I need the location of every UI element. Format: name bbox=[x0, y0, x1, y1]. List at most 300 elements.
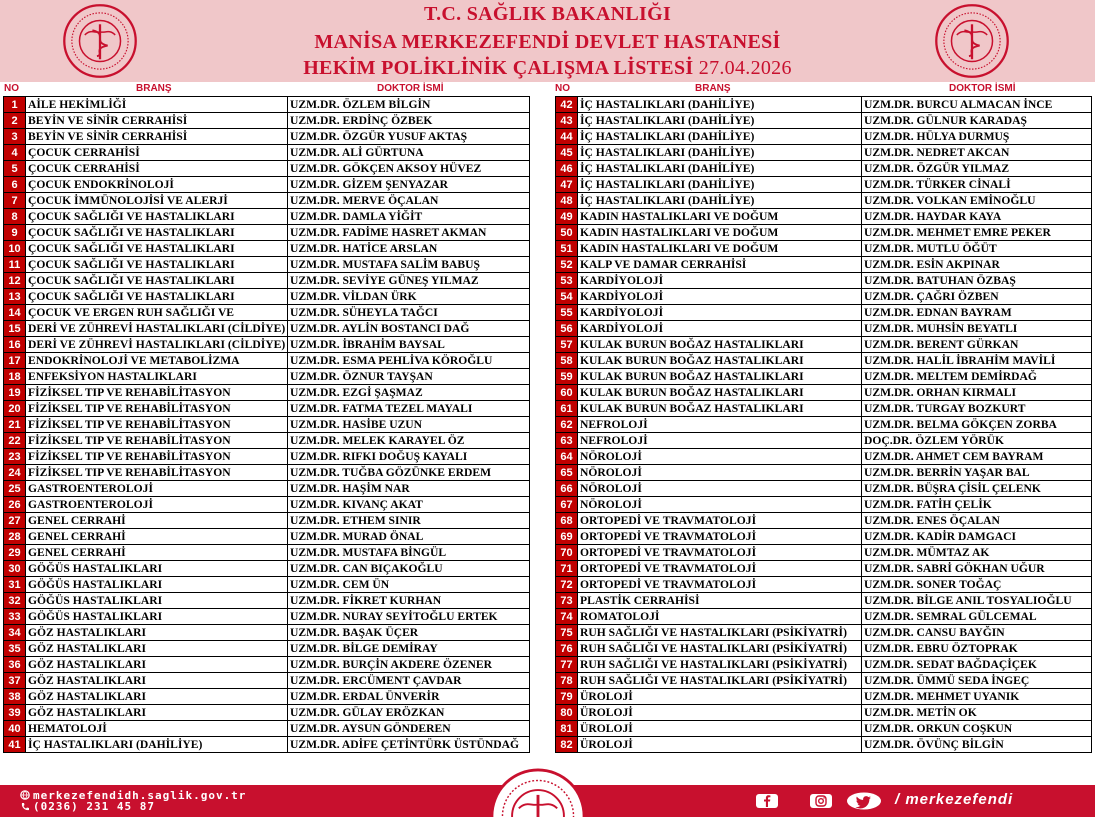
table-row bbox=[556, 529, 1092, 545]
table-row bbox=[4, 209, 530, 225]
table-row bbox=[4, 465, 530, 481]
instagram-icon[interactable] bbox=[810, 794, 832, 808]
table-row bbox=[4, 705, 530, 721]
row-number: 77 bbox=[556, 657, 578, 673]
row-number: 1 bbox=[4, 97, 26, 113]
twitter-icon[interactable] bbox=[846, 792, 882, 810]
table-row bbox=[4, 593, 530, 609]
branch-cell: ORTOPEDİ VE TRAVMATOLOJİ bbox=[578, 513, 862, 529]
row-number: 46 bbox=[556, 161, 578, 177]
branch-cell: ÇOCUK SAĞLIĞI VE HASTALIKLARI bbox=[26, 241, 288, 257]
row-number: 52 bbox=[556, 257, 578, 273]
row-number: 20 bbox=[4, 401, 26, 417]
row-number: 80 bbox=[556, 705, 578, 721]
row-number: 2 bbox=[4, 113, 26, 129]
doctor-cell: UZM.DR. ÖZGÜR YUSUF AKTAŞ bbox=[288, 129, 530, 145]
table-row bbox=[556, 465, 1092, 481]
ministry-title: T.C. SAĞLIK BAKANLIĞI bbox=[423, 3, 672, 25]
row-number: 29 bbox=[4, 545, 26, 561]
row-number: 62 bbox=[556, 417, 578, 433]
doctor-cell: UZM.DR. MUSTAFA SALİM BABUŞ bbox=[288, 257, 530, 273]
table-row bbox=[556, 273, 1092, 289]
table-row bbox=[4, 673, 530, 689]
table-row bbox=[4, 689, 530, 705]
table-row bbox=[556, 113, 1092, 129]
doctor-cell: UZM.DR. ÖZNUR TAYŞAN bbox=[288, 369, 530, 385]
branch-cell: DERİ VE ZÜHREVİ HASTALIKLARI (CİLDİYE) bbox=[26, 321, 288, 337]
doctor-cell: UZM.DR. MURAD ÖNAL bbox=[288, 529, 530, 545]
row-number: 16 bbox=[4, 337, 26, 353]
doctor-cell: UZM.DR. BİLGE ANIL TOSYALIOĞLU bbox=[862, 593, 1092, 609]
table-row bbox=[556, 609, 1092, 625]
branch-cell: GÖZ HASTALIKLARI bbox=[26, 673, 288, 689]
doctor-cell: UZM.DR. BAŞAK ÜÇER bbox=[288, 625, 530, 641]
branch-cell: KULAK BURUN BOĞAZ HASTALIKLARI bbox=[578, 353, 862, 369]
branch-cell: FİZİKSEL TIP VE REHABİLİTASYON bbox=[26, 433, 288, 449]
table-row bbox=[4, 625, 530, 641]
row-number: 50 bbox=[556, 225, 578, 241]
branch-cell: FİZİKSEL TIP VE REHABİLİTASYON bbox=[26, 449, 288, 465]
row-number: 27 bbox=[4, 513, 26, 529]
row-number: 17 bbox=[4, 353, 26, 369]
table-row bbox=[556, 641, 1092, 657]
doctor-cell: UZM.DR. SEDAT BAĞDAÇİÇEK bbox=[862, 657, 1092, 673]
table-row bbox=[4, 305, 530, 321]
doctor-cell: UZM.DR. HATİCE ARSLAN bbox=[288, 241, 530, 257]
doctor-cell: UZM.DR. AYLİN BOSTANCI DAĞ bbox=[288, 321, 530, 337]
branch-cell: İÇ HASTALIKLARI (DAHİLİYE) bbox=[578, 97, 862, 113]
row-number: 73 bbox=[556, 593, 578, 609]
doctor-cell: DOÇ.DR. ÖZLEM YÖRÜK bbox=[862, 433, 1092, 449]
branch-cell: BEYİN VE SİNİR CERRAHİSİ bbox=[26, 129, 288, 145]
row-number: 70 bbox=[556, 545, 578, 561]
row-number: 12 bbox=[4, 273, 26, 289]
doctor-cell: UZM.DR. AYSUN GÖNDEREN bbox=[288, 721, 530, 737]
facebook-icon[interactable] bbox=[756, 794, 778, 808]
row-number: 58 bbox=[556, 353, 578, 369]
branch-cell: HEMATOLOJİ bbox=[26, 721, 288, 737]
table-row bbox=[4, 545, 530, 561]
row-number: 13 bbox=[4, 289, 26, 305]
doctor-cell: UZM.DR. ESMA PEHLİVA KÖROĞLU bbox=[288, 353, 530, 369]
row-number: 24 bbox=[4, 465, 26, 481]
row-number: 47 bbox=[556, 177, 578, 193]
branch-cell: RUH SAĞLIĞI VE HASTALIKLARI (PSİKİYATRİ) bbox=[578, 625, 862, 641]
doctor-cell: UZM.DR. ERDAL ÜNVERİR bbox=[288, 689, 530, 705]
row-number: 51 bbox=[556, 241, 578, 257]
doctor-cell: UZM.DR. FİKRET KURHAN bbox=[288, 593, 530, 609]
branch-cell: ÇOCUK SAĞLIĞI VE HASTALIKLARI bbox=[26, 209, 288, 225]
table-row bbox=[4, 289, 530, 305]
branch-cell: ÇOCUK VE ERGEN RUH SAĞLIĞI VE bbox=[26, 305, 288, 321]
table-row bbox=[4, 113, 530, 129]
table-row bbox=[556, 689, 1092, 705]
doctor-cell: UZM.DR. CAN BIÇAKOĞLU bbox=[288, 561, 530, 577]
doctor-cell: UZM.DR. CEM ÜN bbox=[288, 577, 530, 593]
row-number: 61 bbox=[556, 401, 578, 417]
branch-cell: ORTOPEDİ VE TRAVMATOLOJİ bbox=[578, 545, 862, 561]
table-row bbox=[4, 657, 530, 673]
doctor-cell: UZM.DR. VOLKAN EMİNOĞLU bbox=[862, 193, 1092, 209]
row-number: 57 bbox=[556, 337, 578, 353]
branch-cell: GASTROENTEROLOJİ bbox=[26, 497, 288, 513]
branch-cell: ÇOCUK ENDOKRİNOLOJİ bbox=[26, 177, 288, 193]
table-row bbox=[4, 273, 530, 289]
branch-cell: KARDİYOLOJİ bbox=[578, 305, 862, 321]
doctor-cell: UZM.DR. ÖZLEM BİLGİN bbox=[288, 97, 530, 113]
table-row bbox=[556, 481, 1092, 497]
doctor-cell: UZM.DR. ÖZGÜR YILMAZ bbox=[862, 161, 1092, 177]
branch-cell: NEFROLOJİ bbox=[578, 417, 862, 433]
row-number: 60 bbox=[556, 385, 578, 401]
branch-cell: RUH SAĞLIĞI VE HASTALIKLARI (PSİKİYATRİ) bbox=[578, 657, 862, 673]
table-row bbox=[4, 417, 530, 433]
branch-cell: İÇ HASTALIKLARI (DAHİLİYE) bbox=[578, 161, 862, 177]
doctor-cell: UZM.DR. ETHEM SINIR bbox=[288, 513, 530, 529]
table-row bbox=[556, 209, 1092, 225]
footer-website[interactable]: merkezefendidh.saglik.gov.tr bbox=[33, 789, 247, 802]
row-number: 56 bbox=[556, 321, 578, 337]
doctor-cell: UZM.DR. SABRİ GÖKHAN UĞUR bbox=[862, 561, 1092, 577]
branch-cell: NÖROLOJİ bbox=[578, 497, 862, 513]
row-number: 48 bbox=[556, 193, 578, 209]
doctor-cell: UZM.DR. GÖKÇEN AKSOY HÜVEZ bbox=[288, 161, 530, 177]
branch-cell: ÇOCUK İMMÜNOLOJİSİ VE ALERJİ bbox=[26, 193, 288, 209]
table-row bbox=[4, 641, 530, 657]
table-row bbox=[4, 337, 530, 353]
table-row bbox=[556, 673, 1092, 689]
doctor-cell: UZM.DR. CANSU BAYĞIN bbox=[862, 625, 1092, 641]
table-row bbox=[4, 513, 530, 529]
doctor-cell: UZM.DR. HÜLYA DURMUŞ bbox=[862, 129, 1092, 145]
branch-cell: GENEL CERRAHİ bbox=[26, 545, 288, 561]
doctor-cell: UZM.DR. BELMA GÖKÇEN ZORBA bbox=[862, 417, 1092, 433]
doctor-cell: UZM.DR. TUĞBA GÖZÜNKE ERDEM bbox=[288, 465, 530, 481]
doctor-cell: UZM.DR. MEHMET EMRE PEKER bbox=[862, 225, 1092, 241]
table-row bbox=[556, 449, 1092, 465]
branch-cell: AİLE HEKİMLİĞİ bbox=[26, 97, 288, 113]
branch-cell: İÇ HASTALIKLARI (DAHİLİYE) bbox=[578, 145, 862, 161]
row-number: 72 bbox=[556, 577, 578, 593]
branch-cell: ÜROLOJİ bbox=[578, 737, 862, 753]
column-header-no-left: NO bbox=[4, 83, 19, 94]
branch-cell: ÇOCUK SAĞLIĞI VE HASTALIKLARI bbox=[26, 257, 288, 273]
doctor-cell: UZM.DR. MELTEM DEMİRDAĞ bbox=[862, 369, 1092, 385]
table-row bbox=[556, 593, 1092, 609]
row-number: 42 bbox=[556, 97, 578, 113]
row-number: 75 bbox=[556, 625, 578, 641]
table-row bbox=[556, 289, 1092, 305]
doctor-cell: UZM.DR. BÜŞRA ÇİSİL ÇELENK bbox=[862, 481, 1092, 497]
doctor-cell: UZM.DR. MELEK KARAYEL ÖZ bbox=[288, 433, 530, 449]
row-number: 53 bbox=[556, 273, 578, 289]
doctor-cell: UZM.DR. ERDİNÇ ÖZBEK bbox=[288, 113, 530, 129]
table-row bbox=[4, 401, 530, 417]
table-row bbox=[556, 385, 1092, 401]
row-number: 43 bbox=[556, 113, 578, 129]
table-row bbox=[556, 497, 1092, 513]
row-number: 32 bbox=[4, 593, 26, 609]
table-row bbox=[4, 433, 530, 449]
branch-cell: BEYİN VE SİNİR CERRAHİSİ bbox=[26, 113, 288, 129]
doctor-cell: UZM.DR. ALİ GÜRTUNA bbox=[288, 145, 530, 161]
branch-cell: FİZİKSEL TIP VE REHABİLİTASYON bbox=[26, 401, 288, 417]
row-number: 41 bbox=[4, 737, 26, 753]
doctor-cell: UZM.DR. EZGİ ŞAŞMAZ bbox=[288, 385, 530, 401]
table-row bbox=[4, 353, 530, 369]
table-row bbox=[556, 705, 1092, 721]
row-number: 78 bbox=[556, 673, 578, 689]
doctor-cell: UZM.DR. HAŞİM NAR bbox=[288, 481, 530, 497]
branch-cell: GÖZ HASTALIKLARI bbox=[26, 657, 288, 673]
branch-cell: KADIN HASTALIKLARI VE DOĞUM bbox=[578, 225, 862, 241]
row-number: 7 bbox=[4, 193, 26, 209]
table-row bbox=[4, 577, 530, 593]
table-row bbox=[556, 257, 1092, 273]
row-number: 6 bbox=[4, 177, 26, 193]
branch-cell: KADIN HASTALIKLARI VE DOĞUM bbox=[578, 209, 862, 225]
row-number: 69 bbox=[556, 529, 578, 545]
table-row bbox=[4, 721, 530, 737]
branch-cell: FİZİKSEL TIP VE REHABİLİTASYON bbox=[26, 385, 288, 401]
table-row bbox=[556, 401, 1092, 417]
doctor-cell: UZM.DR. KADİR DAMGACI bbox=[862, 529, 1092, 545]
doctor-cell: UZM.DR. ORHAN KIRMALI bbox=[862, 385, 1092, 401]
doctor-table-right bbox=[555, 96, 1092, 753]
table-row bbox=[4, 369, 530, 385]
table-row bbox=[4, 385, 530, 401]
table-row bbox=[556, 161, 1092, 177]
row-number: 14 bbox=[4, 305, 26, 321]
doctor-cell: UZM.DR. HAYDAR KAYA bbox=[862, 209, 1092, 225]
row-number: 64 bbox=[556, 449, 578, 465]
hospital-title: MANİSA MERKEZEFENDİ DEVLET HASTANESİ bbox=[314, 31, 781, 53]
branch-cell: GÖĞÜS HASTALIKLARI bbox=[26, 593, 288, 609]
row-number: 66 bbox=[556, 481, 578, 497]
doctor-cell: UZM.DR. EBRU ÖZTOPRAK bbox=[862, 641, 1092, 657]
branch-cell: KULAK BURUN BOĞAZ HASTALIKLARI bbox=[578, 337, 862, 353]
table-row bbox=[556, 433, 1092, 449]
table-row bbox=[556, 625, 1092, 641]
branch-cell: ORTOPEDİ VE TRAVMATOLOJİ bbox=[578, 577, 862, 593]
row-number: 40 bbox=[4, 721, 26, 737]
branch-cell: ORTOPEDİ VE TRAVMATOLOJİ bbox=[578, 561, 862, 577]
table-row bbox=[556, 545, 1092, 561]
table-row bbox=[4, 737, 530, 753]
table-row bbox=[556, 97, 1092, 113]
table-row bbox=[4, 241, 530, 257]
doctor-cell: UZM.DR. AHMET CEM BAYRAM bbox=[862, 449, 1092, 465]
branch-cell: NÖROLOJİ bbox=[578, 449, 862, 465]
doctor-cell: UZM.DR. NURAY SEYİTOĞLU ERTEK bbox=[288, 609, 530, 625]
doctor-cell: UZM.DR. FATİH ÇELİK bbox=[862, 497, 1092, 513]
row-number: 22 bbox=[4, 433, 26, 449]
column-header-branch-left: BRANŞ bbox=[136, 83, 172, 94]
row-number: 19 bbox=[4, 385, 26, 401]
row-number: 33 bbox=[4, 609, 26, 625]
footer-phone: (0236) 231 45 87 bbox=[33, 800, 155, 813]
branch-cell: ÜROLOJİ bbox=[578, 705, 862, 721]
doctor-cell: UZM.DR. SEVİYE GÜNEŞ YILMAZ bbox=[288, 273, 530, 289]
table-row bbox=[4, 193, 530, 209]
doctor-cell: UZM.DR. ÜMMÜ SEDA İNGEÇ bbox=[862, 673, 1092, 689]
doctor-cell: UZM.DR. ORKUN COŞKUN bbox=[862, 721, 1092, 737]
table-row bbox=[4, 257, 530, 273]
table-row bbox=[556, 129, 1092, 145]
row-number: 25 bbox=[4, 481, 26, 497]
table-row bbox=[556, 369, 1092, 385]
doctor-cell: UZM.DR. NEDRET AKCAN bbox=[862, 145, 1092, 161]
table-row bbox=[4, 529, 530, 545]
doctor-cell: UZM.DR. ÖVÜNÇ BİLGİN bbox=[862, 737, 1092, 753]
doctor-cell: UZM.DR. MUSTAFA BİNGÜL bbox=[288, 545, 530, 561]
row-number: 71 bbox=[556, 561, 578, 577]
doctor-cell: UZM.DR. SEMRAL GÜLCEMAL bbox=[862, 609, 1092, 625]
table-row bbox=[556, 241, 1092, 257]
doctor-cell: UZM.DR. RIFKI DOĞUŞ KAYALI bbox=[288, 449, 530, 465]
phone-icon bbox=[20, 802, 30, 812]
branch-cell: ORTOPEDİ VE TRAVMATOLOJİ bbox=[578, 529, 862, 545]
row-number: 76 bbox=[556, 641, 578, 657]
row-number: 82 bbox=[556, 737, 578, 753]
branch-cell: KALP VE DAMAR CERRAHİSİ bbox=[578, 257, 862, 273]
branch-cell: DERİ VE ZÜHREVİ HASTALIKLARI (CİLDİYE) bbox=[26, 337, 288, 353]
row-number: 44 bbox=[556, 129, 578, 145]
table-row bbox=[4, 161, 530, 177]
table-row bbox=[556, 513, 1092, 529]
doctor-cell: UZM.DR. KIVANÇ AKAT bbox=[288, 497, 530, 513]
table-row bbox=[4, 225, 530, 241]
row-number: 68 bbox=[556, 513, 578, 529]
web-icon bbox=[20, 790, 30, 800]
table-row bbox=[4, 97, 530, 113]
branch-cell: ÇOCUK SAĞLIĞI VE HASTALIKLARI bbox=[26, 273, 288, 289]
doctor-cell: UZM.DR. TURGAY BOZKURT bbox=[862, 401, 1092, 417]
doctor-cell: UZM.DR. ENES ÖÇALAN bbox=[862, 513, 1092, 529]
doctor-cell: UZM.DR. MEHMET UYANIK bbox=[862, 689, 1092, 705]
list-title-text: HEKİM POLİKLİNİK ÇALIŞMA LİSTESİ bbox=[303, 57, 694, 79]
branch-cell: GÖĞÜS HASTALIKLARI bbox=[26, 577, 288, 593]
table-row bbox=[556, 657, 1092, 673]
branch-cell: FİZİKSEL TIP VE REHABİLİTASYON bbox=[26, 417, 288, 433]
row-number: 37 bbox=[4, 673, 26, 689]
doctor-cell: UZM.DR. HASİBE UZUN bbox=[288, 417, 530, 433]
doctor-cell: UZM.DR. ÇAĞRI ÖZBEN bbox=[862, 289, 1092, 305]
table-row bbox=[556, 177, 1092, 193]
row-number: 26 bbox=[4, 497, 26, 513]
doctor-cell: UZM.DR. VİLDAN ÜRK bbox=[288, 289, 530, 305]
table-row bbox=[556, 193, 1092, 209]
branch-cell: ENDOKRİNOLOJİ VE METABOLİZMA bbox=[26, 353, 288, 369]
table-row bbox=[4, 129, 530, 145]
branch-cell: FİZİKSEL TIP VE REHABİLİTASYON bbox=[26, 465, 288, 481]
branch-cell: KULAK BURUN BOĞAZ HASTALIKLARI bbox=[578, 385, 862, 401]
doctor-cell: UZM.DR. GÜLNUR KARADAŞ bbox=[862, 113, 1092, 129]
doctor-cell: UZM.DR. TÜRKER CİNALİ bbox=[862, 177, 1092, 193]
doctor-cell: UZM.DR. SONER TOĞAÇ bbox=[862, 577, 1092, 593]
table-row bbox=[4, 177, 530, 193]
row-number: 36 bbox=[4, 657, 26, 673]
branch-cell: GÖZ HASTALIKLARI bbox=[26, 641, 288, 657]
row-number: 10 bbox=[4, 241, 26, 257]
branch-cell: İÇ HASTALIKLARI (DAHİLİYE) bbox=[578, 113, 862, 129]
branch-cell: ÇOCUK CERRAHİSİ bbox=[26, 161, 288, 177]
row-number: 39 bbox=[4, 705, 26, 721]
column-header-branch-right: BRANŞ bbox=[695, 83, 731, 94]
row-number: 54 bbox=[556, 289, 578, 305]
table-row bbox=[4, 497, 530, 513]
branch-cell: ENFEKSİYON HASTALIKLARI bbox=[26, 369, 288, 385]
doctor-cell: UZM.DR. ADİFE ÇETİNTÜRK ÜSTÜNDAĞ bbox=[288, 737, 530, 753]
table-row bbox=[4, 145, 530, 161]
branch-cell: GENEL CERRAHİ bbox=[26, 529, 288, 545]
branch-cell: KADIN HASTALIKLARI VE DOĞUM bbox=[578, 241, 862, 257]
table-row bbox=[556, 305, 1092, 321]
branch-cell: KULAK BURUN BOĞAZ HASTALIKLARI bbox=[578, 401, 862, 417]
branch-cell: GÖĞÜS HASTALIKLARI bbox=[26, 609, 288, 625]
column-header-doctor-right: DOKTOR İSMİ bbox=[949, 83, 1016, 94]
table-row bbox=[4, 449, 530, 465]
column-header-no-right: NO bbox=[555, 83, 570, 94]
row-number: 9 bbox=[4, 225, 26, 241]
doctor-cell: UZM.DR. SÜHEYLA TAĞCI bbox=[288, 305, 530, 321]
table-row bbox=[556, 353, 1092, 369]
row-number: 45 bbox=[556, 145, 578, 161]
row-number: 5 bbox=[4, 161, 26, 177]
table-row bbox=[4, 609, 530, 625]
doctor-cell: UZM.DR. FADİME HASRET AKMAN bbox=[288, 225, 530, 241]
branch-cell: KARDİYOLOJİ bbox=[578, 289, 862, 305]
row-number: 30 bbox=[4, 561, 26, 577]
row-number: 18 bbox=[4, 369, 26, 385]
row-number: 3 bbox=[4, 129, 26, 145]
table-row bbox=[556, 337, 1092, 353]
branch-cell: GASTROENTEROLOJİ bbox=[26, 481, 288, 497]
row-number: 49 bbox=[556, 209, 578, 225]
row-number: 21 bbox=[4, 417, 26, 433]
branch-cell: ÜROLOJİ bbox=[578, 689, 862, 705]
branch-cell: İÇ HASTALIKLARI (DAHİLİYE) bbox=[578, 177, 862, 193]
branch-cell: ÇOCUK SAĞLIĞI VE HASTALIKLARI bbox=[26, 225, 288, 241]
branch-cell: İÇ HASTALIKLARI (DAHİLİYE) bbox=[578, 129, 862, 145]
doctor-cell: UZM.DR. BERRİN YAŞAR BAL bbox=[862, 465, 1092, 481]
footer-social-handle[interactable]: / merkezefendi bbox=[895, 791, 1014, 808]
row-number: 8 bbox=[4, 209, 26, 225]
table-row bbox=[4, 321, 530, 337]
doctor-cell: UZM.DR. BİLGE DEMİRAY bbox=[288, 641, 530, 657]
doctor-table-left bbox=[3, 96, 530, 753]
doctor-cell: UZM.DR. FATMA TEZEL MAYALI bbox=[288, 401, 530, 417]
table-row bbox=[4, 481, 530, 497]
list-title bbox=[0, 57, 1095, 79]
ministry-logo-footer bbox=[490, 768, 586, 817]
branch-cell: NEFROLOJİ bbox=[578, 433, 862, 449]
doctor-cell: UZM.DR. METİN OK bbox=[862, 705, 1092, 721]
row-number: 34 bbox=[4, 625, 26, 641]
table-row bbox=[4, 561, 530, 577]
branch-cell: ÇOCUK SAĞLIĞI VE HASTALIKLARI bbox=[26, 289, 288, 305]
row-number: 79 bbox=[556, 689, 578, 705]
doctor-cell: UZM.DR. HALİL İBRAHİM MAVİLİ bbox=[862, 353, 1092, 369]
doctor-cell: UZM.DR. EDNAN BAYRAM bbox=[862, 305, 1092, 321]
doctor-cell: UZM.DR. GÜLAY ERÖZKAN bbox=[288, 705, 530, 721]
row-number: 63 bbox=[556, 433, 578, 449]
branch-cell: GÖZ HASTALIKLARI bbox=[26, 705, 288, 721]
doctor-cell: UZM.DR. BURCU ALMACAN İNCE bbox=[862, 97, 1092, 113]
branch-cell: NÖROLOJİ bbox=[578, 465, 862, 481]
doctor-cell: UZM.DR. DAMLA YİĞİT bbox=[288, 209, 530, 225]
table-row bbox=[556, 577, 1092, 593]
